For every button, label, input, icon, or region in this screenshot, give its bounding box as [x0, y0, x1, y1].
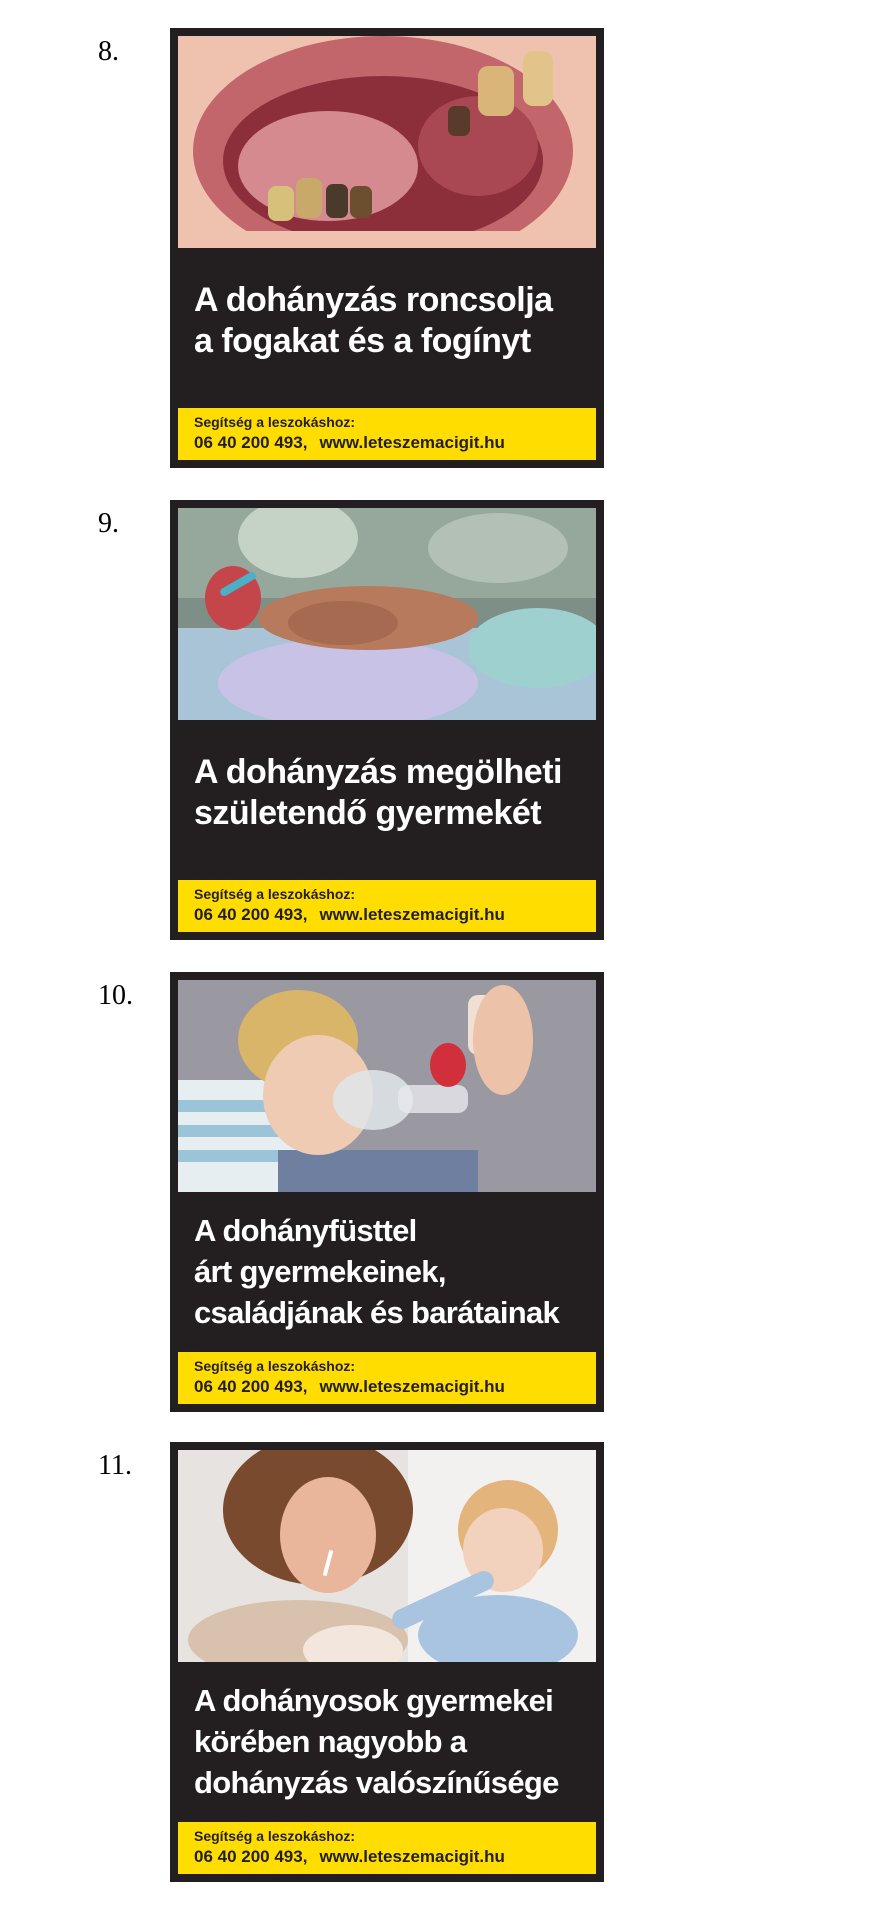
help-contact	[194, 1375, 580, 1399]
warning-line: árt gyermekeinek,	[194, 1254, 446, 1289]
help-label: Segítség a leszokáshoz:	[194, 414, 356, 430]
warning-entry-9	[0, 500, 871, 940]
help-phone: 06 40 200 493,	[194, 1847, 308, 1866]
child-inhaler-photo	[178, 980, 596, 1192]
warning-text	[194, 752, 594, 834]
help-label: Segítség a leszokáshoz:	[194, 1358, 356, 1374]
help-bar	[178, 1352, 596, 1404]
warning-card	[170, 28, 604, 468]
mother-smoking-child-photo	[178, 1450, 596, 1662]
warning-card	[170, 500, 604, 940]
warning-line: A dohányzás megölheti	[194, 753, 562, 791]
help-url: www.leteszemacigit.hu	[319, 433, 505, 452]
mouth-decayed-teeth-photo	[178, 36, 596, 248]
help-label: Segítség a leszokáshoz:	[194, 886, 356, 902]
help-url: www.leteszemacigit.hu	[319, 905, 505, 924]
help-bar	[178, 1822, 596, 1874]
warning-text	[194, 280, 594, 362]
help-contact	[194, 431, 580, 455]
help-url: www.leteszemacigit.hu	[319, 1847, 505, 1866]
help-bar	[178, 880, 596, 932]
warning-number: 9.	[98, 508, 119, 539]
help-bar	[178, 408, 596, 460]
warning-line: születendő gyermekét	[194, 794, 542, 832]
warning-number: 8.	[98, 36, 119, 67]
help-label: Segítség a leszokáshoz:	[194, 1828, 356, 1844]
warning-line: családjának és barátainak	[194, 1295, 560, 1330]
warning-line: A dohányosok gyermekei	[194, 1683, 554, 1718]
help-phone: 06 40 200 493,	[194, 905, 308, 924]
warning-text	[194, 1680, 594, 1803]
premature-baby-photo	[178, 508, 596, 720]
warning-line: körében nagyobb a	[194, 1724, 467, 1759]
warning-entry-8	[0, 28, 871, 468]
warning-entry-10	[0, 972, 871, 1412]
warning-card	[170, 1442, 604, 1882]
help-url: www.leteszemacigit.hu	[319, 1377, 505, 1396]
warning-line: a fogakat és a fogínyt	[194, 322, 531, 360]
warning-number: 10.	[98, 980, 133, 1011]
warning-card	[170, 972, 604, 1412]
warning-number: 11.	[98, 1450, 132, 1481]
help-contact	[194, 903, 580, 927]
help-contact	[194, 1845, 580, 1869]
help-phone: 06 40 200 493,	[194, 1377, 308, 1396]
warning-line: dohányzás valószínűsége	[194, 1765, 559, 1800]
warning-line: A dohányfüsttel	[194, 1213, 417, 1248]
help-phone: 06 40 200 493,	[194, 433, 308, 452]
warning-entry-11	[0, 1442, 871, 1882]
warning-line: A dohányzás roncsolja	[194, 281, 553, 319]
warning-text	[194, 1210, 594, 1333]
